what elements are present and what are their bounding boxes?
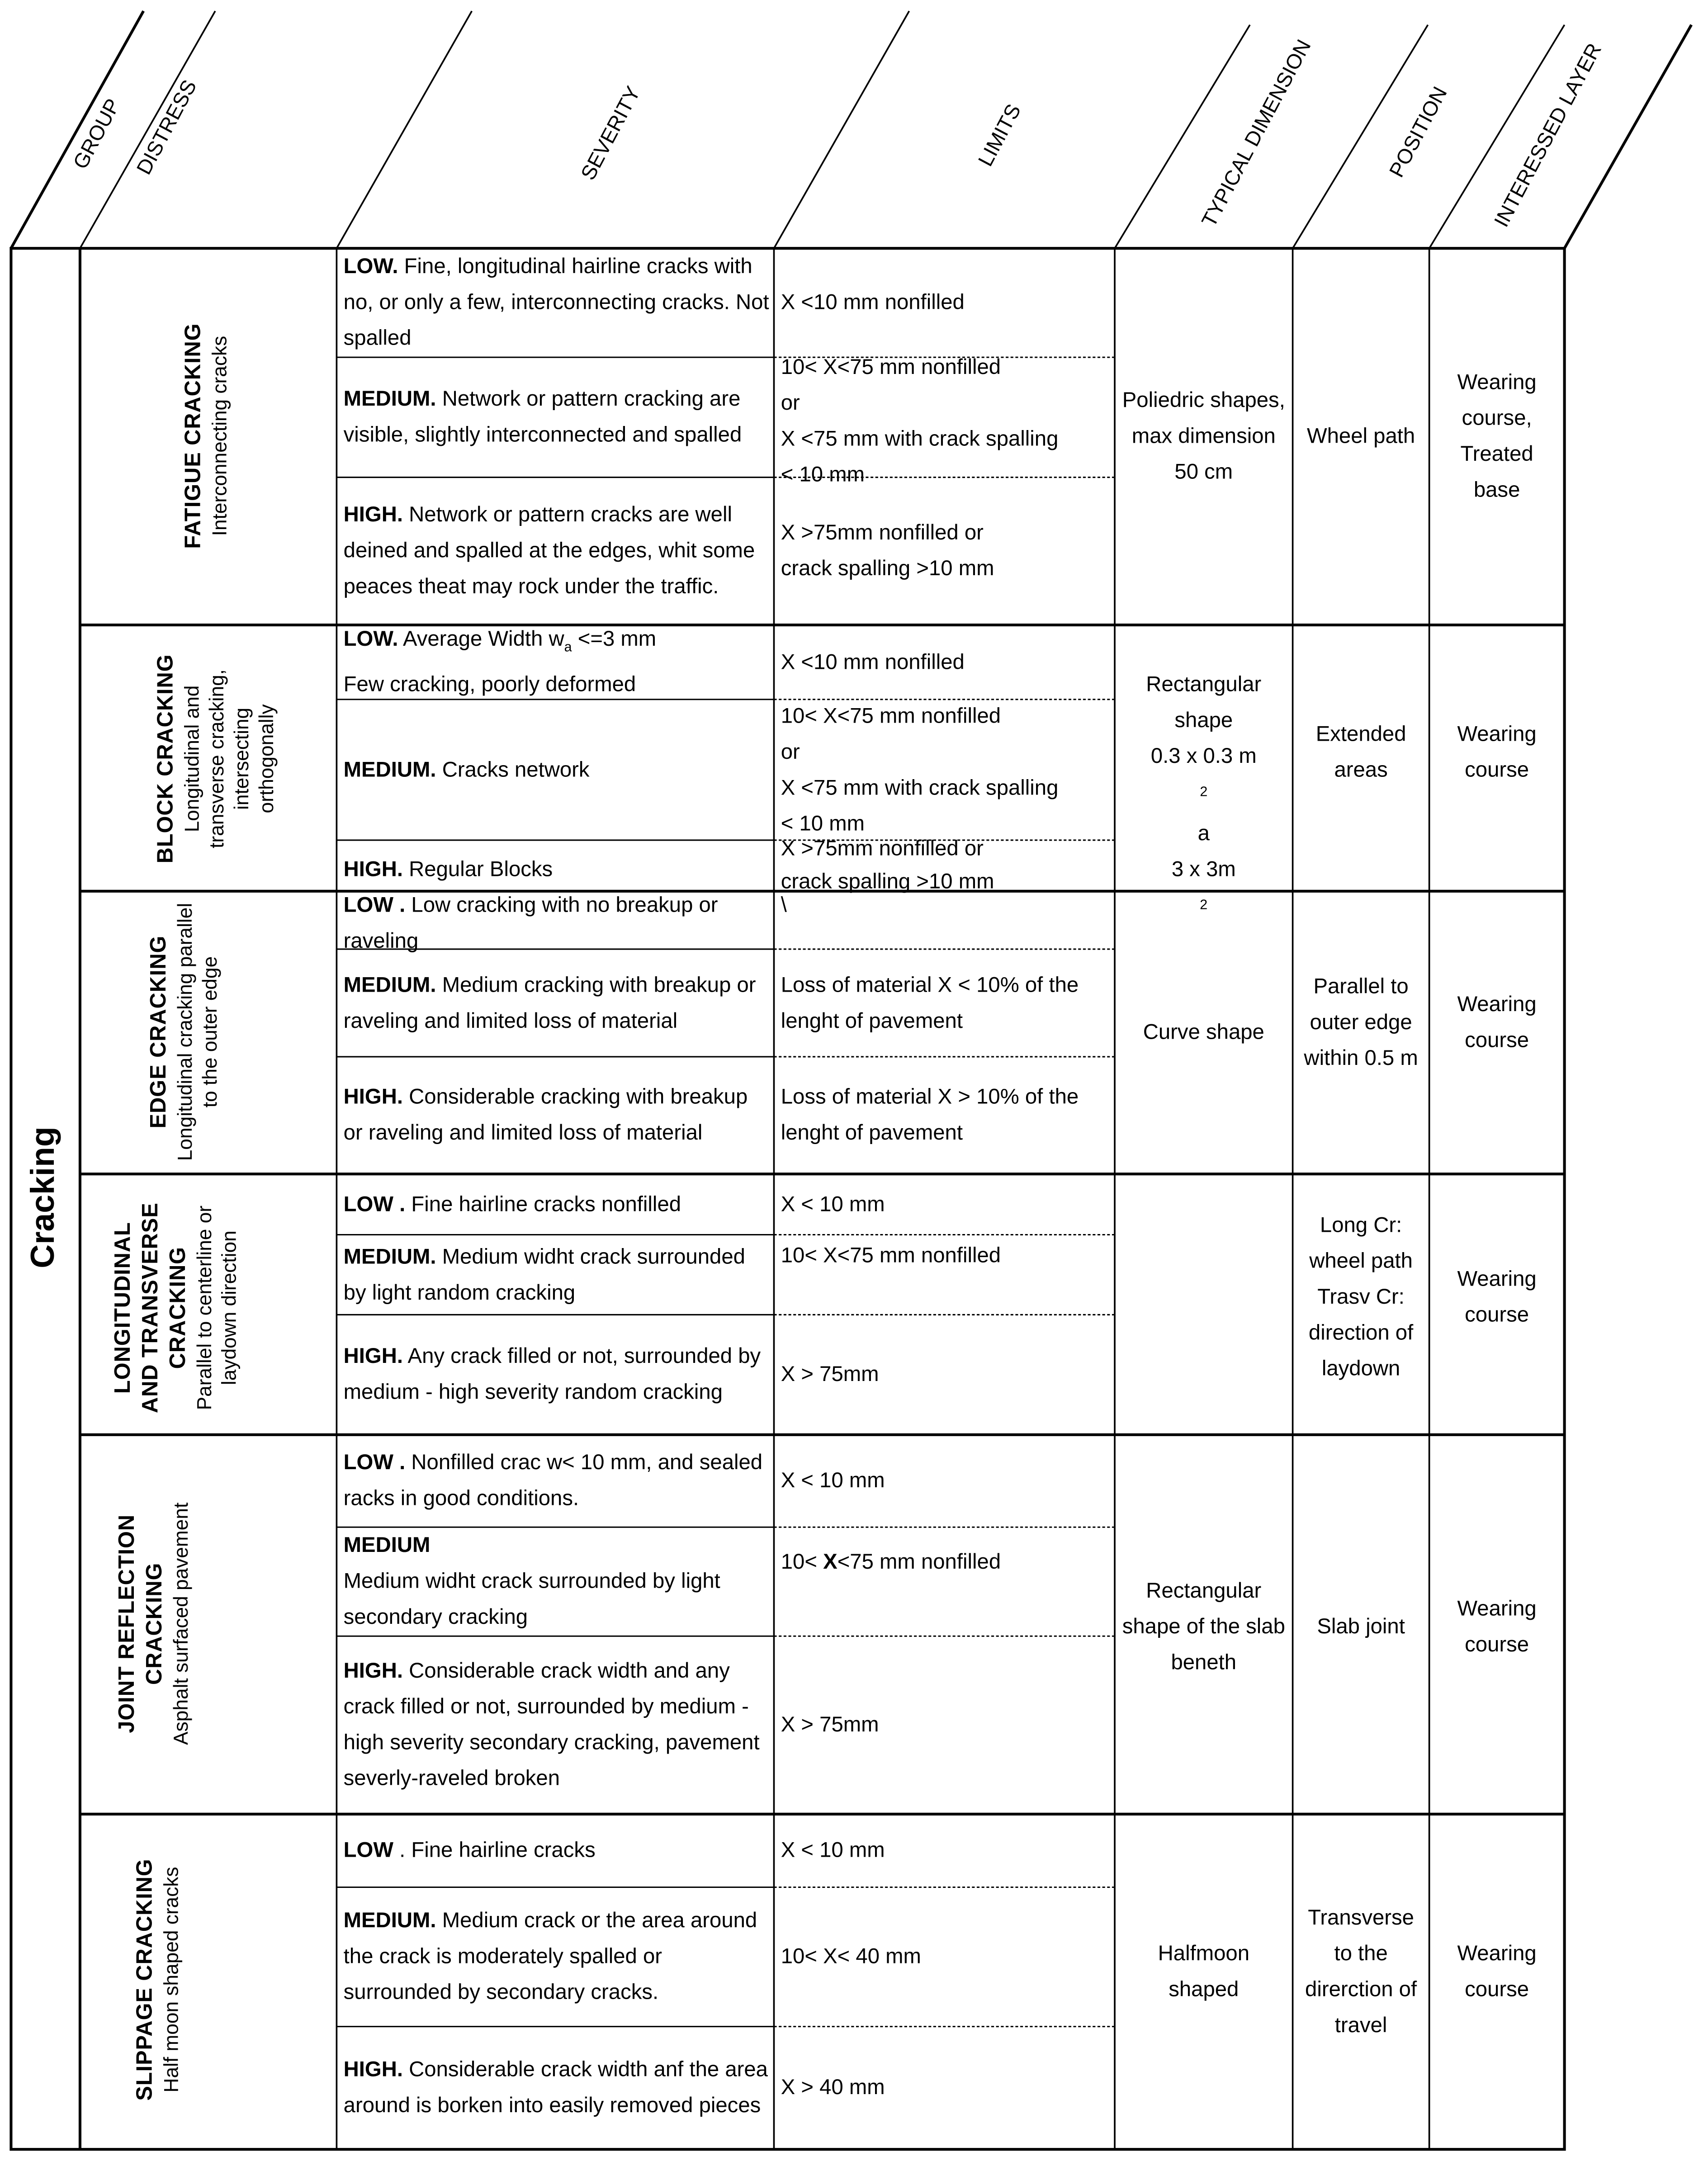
- header-severity: SEVERITY: [577, 83, 646, 184]
- distress-name: EDGE CRACKING: [147, 935, 171, 1129]
- distress-description: Longitudinal cracking parallel to the outer edge: [175, 903, 222, 1161]
- severity-level: LOW: [343, 1839, 393, 1863]
- severity-cell: [338, 889, 772, 954]
- subscript: a: [564, 641, 572, 656]
- distress-description: Parallel to centerline or laydown direction: [194, 1205, 241, 1410]
- severity-cell: [338, 951, 772, 1057]
- layer-cell: Wearing course: [1457, 1267, 1537, 1327]
- severity-cell: [338, 626, 772, 700]
- limit-cell: X < 10 mm: [781, 1469, 885, 1493]
- limit-part-bold: X: [823, 1551, 837, 1574]
- severity-text: Network or pattern cracks are well deined and spalled at the edges, whit some peaces theat may rock under the traffic.: [343, 503, 755, 598]
- distress-block: [153, 628, 279, 890]
- typical-dimension-line: 3 x 3m: [1171, 858, 1236, 882]
- severity-cell: [338, 1637, 772, 1814]
- limit-part: <75 mm nonfilled: [837, 1551, 1001, 1574]
- severity-level: LOW.: [343, 628, 398, 652]
- severity-text: . Fine hairline cracks: [393, 1839, 596, 1863]
- typical-dimension-line: shape: [1174, 709, 1233, 733]
- severity-cell: [338, 479, 772, 624]
- severity-cell: [338, 2028, 772, 2149]
- severity-cell: [338, 1816, 772, 1887]
- distress-description: Asphalt surfaced pavement: [171, 1502, 194, 1745]
- typical-dimension-cell: Rectangular shape of the slab beneth: [1122, 1580, 1285, 1675]
- limit-cell: 10< X<75 mm nonfilled: [781, 1244, 1001, 1268]
- typical-dimension-line: a: [1197, 822, 1210, 846]
- severity-text: Fine, longitudinal hairline cracks with no, or only a few, interconnecting cracks. Not spalled: [343, 255, 769, 350]
- severity-level: LOW .: [343, 894, 406, 917]
- severity-text: Fine hairline cracks nonfilled: [405, 1192, 681, 1216]
- limit-cell: X < 10 mm: [781, 1839, 885, 1863]
- distress-name: SLIPPAGE CRACKING: [133, 1859, 157, 2101]
- severity-cell: [338, 1058, 772, 1174]
- severity-text: Medium widht crack surrounded by light secondary cracking: [343, 1570, 720, 1629]
- severity-level: HIGH.: [343, 503, 403, 526]
- severity-text: Medium widht crack surrounded by light random cracking: [343, 1245, 745, 1305]
- severity-level: LOW.: [343, 255, 398, 279]
- severity-level: LOW .: [343, 1451, 406, 1475]
- layer-cell: Wearing course, Treated base: [1457, 371, 1537, 502]
- limit-cell: [776, 1528, 1113, 1636]
- position-cell: Transverse to the direrction of travel: [1305, 1906, 1417, 2038]
- header-distress: DISTRESS: [132, 76, 202, 179]
- distress-fatigue: [181, 248, 236, 624]
- severity-level: MEDIUM: [343, 1534, 431, 1558]
- position-cell: Extended areas: [1315, 723, 1406, 782]
- superscript: 2: [1200, 898, 1208, 914]
- severity-text: Network or pattern cracking are visible, slightly interconnected and spalled: [343, 388, 742, 447]
- typical-dimension-cell: [1116, 1175, 1291, 1435]
- limit-cell: X < 10 mm: [781, 1192, 885, 1216]
- distress-name: FATIGUE CRACKING: [182, 323, 206, 549]
- superscript: 2: [1200, 785, 1208, 800]
- severity-level: HIGH.: [343, 1345, 403, 1369]
- severity-level: MEDIUM.: [343, 388, 436, 411]
- severity-level: HIGH.: [343, 2058, 403, 2082]
- header-limits: LIMITS: [974, 100, 1027, 170]
- typical-dimension-line: Rectangular: [1146, 673, 1262, 697]
- typical-dimension-line: 0.3 x 0.3 m: [1150, 745, 1257, 769]
- limit-cell: 10< X< 40 mm: [781, 1945, 921, 1969]
- typical-dimension-cell: Curve shape: [1143, 1021, 1264, 1045]
- group-title: Cracking: [24, 1126, 62, 1268]
- layer-cell: Wearing course: [1457, 1942, 1537, 2002]
- severity-text: Average Width w: [398, 628, 564, 652]
- typical-dimension-cell: Poliedric shapes, max dimension 50 cm: [1122, 389, 1285, 484]
- severity-cell: [338, 1236, 772, 1315]
- distress-slippage: [132, 1793, 193, 2166]
- position-cell: Long Cr: wheel path Trasv Cr: direction of laydown: [1308, 1214, 1414, 1381]
- severity-cell: [338, 1436, 772, 1527]
- severity-cell: [338, 359, 772, 477]
- limit-cell: Loss of material X < 10% of the lenght of pavement: [781, 973, 1079, 1033]
- severity-level: MEDIUM.: [343, 758, 436, 782]
- distress-description: Longitudinal and transverse cracking, intersecting orthogonally: [182, 669, 279, 848]
- layer-cell: Wearing course: [1457, 1597, 1537, 1657]
- severity-text: Medium cracking with breakup or raveling and limited loss of material: [343, 973, 756, 1033]
- limit-cell: X >75mm nonfilled or crack spalling >10 mm: [781, 837, 994, 894]
- severity-level: MEDIUM.: [343, 1245, 436, 1269]
- limit-cell: X >75mm nonfilled or crack spalling >10 mm: [781, 520, 994, 580]
- severity-level: HIGH.: [343, 1660, 403, 1683]
- distress-name: JOINT REFLECTION CRACKING: [116, 1514, 167, 1733]
- severity-level: MEDIUM.: [343, 1909, 436, 1933]
- severity-level: MEDIUM.: [343, 973, 436, 997]
- position-cell: Slab joint: [1317, 1615, 1405, 1639]
- distress-description: Half moon shaped cracks: [161, 1867, 184, 2093]
- severity-text: Medium crack or the area around the crack is moderately spalled or surrounded by secondary cracks.: [343, 1909, 757, 2005]
- severity-text: Regular Blocks: [403, 858, 553, 882]
- severity-text: Low cracking with no breakup or raveling: [343, 894, 718, 954]
- severity-text: Considerable crack width anf the area around is borken into easily removed pieces: [343, 2058, 768, 2118]
- limit-cell: Loss of material X > 10% of the lenght of pavement: [781, 1085, 1079, 1145]
- severity-text: Considerable cracking with breakup or raveling and limited loss of material: [343, 1085, 748, 1145]
- distress-longitudinal: [110, 1170, 281, 1446]
- severity-level: HIGH.: [343, 858, 403, 882]
- limit-cell: X > 75mm: [781, 1363, 879, 1387]
- header-interessed-layer: INTERESSED LAYER: [1490, 39, 1607, 232]
- limit-cell: X > 40 mm: [781, 2076, 885, 2100]
- position-cell: Wheel path: [1306, 425, 1415, 449]
- severity-text-2: <=3 mm Few cracking, poorly deformed: [343, 628, 657, 696]
- position-cell: Parallel to outer edge within 0.5 m: [1304, 975, 1418, 1071]
- distress-description: Interconnecting cracks: [209, 336, 232, 536]
- severity-level: HIGH.: [343, 1085, 403, 1109]
- severity-text: Considerable crack width and any crack filled or not, surrounded by medium - high severity secondary cracking, pavement severly-raveled broken: [343, 1660, 760, 1791]
- limit-cell: X > 75mm: [781, 1713, 879, 1737]
- severity-cell: [338, 842, 772, 891]
- severity-cell: [338, 250, 772, 357]
- distress-joint-reflection: [114, 1444, 230, 1803]
- limit-cell: 10< X<75 mm nonfilled or X <75 mm with crack spalling < 10 mm: [781, 704, 1059, 836]
- distress-name: LONGITUDINAL AND TRANSVERSE CRACKING: [112, 1202, 191, 1414]
- limit-cell: \: [781, 894, 787, 917]
- typical-dimension-cell: Halfmoon shaped: [1158, 1942, 1250, 2002]
- severity-text: Cracks network: [436, 758, 590, 782]
- limit-cell: X <10 mm nonfilled: [781, 291, 965, 315]
- severity-cell: [338, 1316, 772, 1434]
- limit-cell: 10< X<75 mm nonfilled or X <75 mm with crack spalling < 10 mm: [781, 356, 1059, 487]
- severity-text: Any crack filled or not, surrounded by medium - high severity random cracking: [343, 1345, 761, 1405]
- layer-cell: Wearing course: [1457, 723, 1537, 782]
- distress-edge: [146, 891, 262, 1173]
- severity-cell: [338, 1175, 772, 1234]
- severity-cell: [338, 701, 772, 840]
- severity-cell: [338, 1528, 772, 1636]
- limit-part: 10<: [781, 1551, 823, 1574]
- severity-cell: [338, 1889, 772, 2027]
- limit-cell: X <10 mm nonfilled: [781, 650, 965, 674]
- typical-dimension-cell: [1116, 626, 1291, 914]
- distress-name: BLOCK CRACKING: [154, 654, 178, 864]
- header-position: POSITION: [1385, 83, 1453, 182]
- header-typical-dimension: TYPICAL DIMENSION: [1197, 36, 1316, 232]
- header-group: GROUP: [69, 95, 126, 173]
- layer-cell: Wearing course: [1457, 993, 1537, 1053]
- severity-level: LOW .: [343, 1192, 406, 1216]
- severity-text: Nonfilled crac w< 10 mm, and sealed racks in good conditions.: [343, 1451, 763, 1511]
